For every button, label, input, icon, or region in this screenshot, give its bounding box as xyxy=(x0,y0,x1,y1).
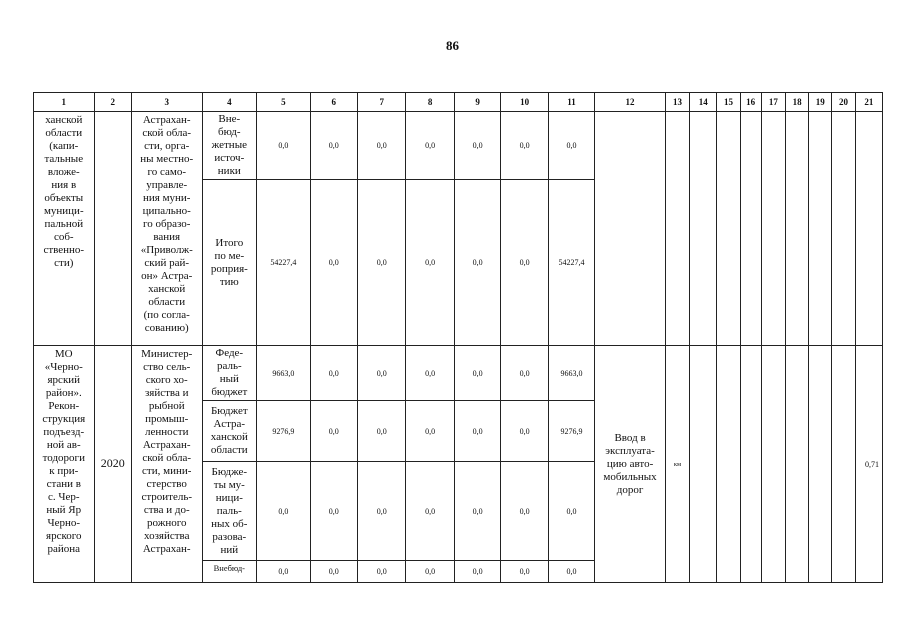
column-header: 5 xyxy=(257,93,311,112)
value-cell: 0,0 xyxy=(310,462,357,561)
column-header: 21 xyxy=(855,93,882,112)
column-header: 1 xyxy=(34,93,95,112)
value-cell: 0,0 xyxy=(501,462,548,561)
value-cell: 0,0 xyxy=(406,180,454,346)
target-cell xyxy=(690,346,717,583)
value-cell: 0,0 xyxy=(548,561,594,583)
unit-cell xyxy=(665,112,689,346)
value-cell: 0,0 xyxy=(454,180,500,346)
target-cell xyxy=(761,346,785,583)
value-cell: 0,0 xyxy=(406,346,454,401)
target-cell xyxy=(785,346,808,583)
column-header: 10 xyxy=(501,93,548,112)
value-cell: 0,0 xyxy=(358,112,406,180)
column-header: 20 xyxy=(832,93,855,112)
value-cell: 0,0 xyxy=(501,346,548,401)
target-cell xyxy=(740,346,761,583)
column-header: 19 xyxy=(809,93,832,112)
table-row xyxy=(34,346,883,401)
executor-cell: Министер- ство сель- ского хо- зяйства и рыбной промыш- ленности Астрахан- ской обла- сти, мини- стерство строитель- ства и до- рожного хозяйства Астрахан- xyxy=(131,346,202,583)
value-cell: 0,0 xyxy=(358,401,406,462)
target-cell xyxy=(740,112,761,346)
indicator-cell xyxy=(595,112,666,346)
value-cell: 0,0 xyxy=(501,401,548,462)
table-row xyxy=(34,112,883,180)
year-cell: 2020 xyxy=(94,346,131,583)
value-cell: 0,0 xyxy=(454,401,500,462)
funding-source-cell: Вне- бюд- жетные источ- ники xyxy=(202,112,257,180)
value-cell: 0,0 xyxy=(310,346,357,401)
value-cell: 0,0 xyxy=(257,112,311,180)
measure-name-cell: ханской области (капи- тальные вложе- ния в объекты муници- пальной соб- ственно- сти) xyxy=(34,112,95,346)
target-value-cell: 0,71 xyxy=(855,346,882,583)
year-cell xyxy=(94,112,131,346)
column-header: 12 xyxy=(595,93,666,112)
value-cell: 54227,4 xyxy=(548,180,594,346)
target-cell xyxy=(809,346,832,583)
value-cell: 0,0 xyxy=(501,112,548,180)
value-cell: 0,0 xyxy=(257,561,311,583)
measure-name-cell: МО «Черно- ярский район». Рекон- струкция подъезд- ной ав- тодороги к при- стани в с. Чер- ный Яр Черно- ярского района xyxy=(34,346,95,583)
target-cell xyxy=(832,112,855,346)
indicator-cell: Ввод в эксплуата- цию авто- мобильных дорог xyxy=(595,346,666,583)
funding-source-cell: Феде- раль- ный бюджет xyxy=(202,346,257,401)
value-cell: 0,0 xyxy=(454,561,500,583)
target-cell xyxy=(785,112,808,346)
target-cell xyxy=(690,112,717,346)
value-cell: 0,0 xyxy=(548,112,594,180)
unit-cell: км xyxy=(665,346,689,583)
value-cell: 0,0 xyxy=(454,346,500,401)
column-header: 6 xyxy=(310,93,357,112)
column-header: 3 xyxy=(131,93,202,112)
funding-source-cell: Бюдже- ты му- ници- паль- ных об- разова- ний xyxy=(202,462,257,561)
value-cell: 0,0 xyxy=(358,462,406,561)
value-cell: 0,0 xyxy=(406,112,454,180)
value-cell: 0,0 xyxy=(358,346,406,401)
target-cell xyxy=(855,112,882,346)
column-header: 8 xyxy=(406,93,454,112)
funding-source-cell: Бюджет Астра- ханской области xyxy=(202,401,257,462)
target-cell xyxy=(717,346,740,583)
value-cell: 0,0 xyxy=(406,401,454,462)
funding-source-cell: Итого по ме- роприя- тию xyxy=(202,180,257,346)
target-cell xyxy=(717,112,740,346)
header-row xyxy=(34,93,883,112)
executor-cell: Астрахан- ской обла- сти, орга- ны местно- го само- управле- ния муни- ципально- го образо- вания «Приволж- ский рай- он» Астра- ханской области (по согла- сованию) xyxy=(131,112,202,346)
column-header: 11 xyxy=(548,93,594,112)
page-number: 86 xyxy=(446,38,459,53)
column-header: 16 xyxy=(740,93,761,112)
value-cell: 9663,0 xyxy=(257,346,311,401)
value-cell: 0,0 xyxy=(358,180,406,346)
column-header: 17 xyxy=(761,93,785,112)
value-cell: 0,0 xyxy=(406,561,454,583)
value-cell: 0,0 xyxy=(501,180,548,346)
value-cell: 0,0 xyxy=(501,561,548,583)
target-cell xyxy=(809,112,832,346)
column-header: 13 xyxy=(665,93,689,112)
target-cell xyxy=(832,346,855,583)
value-cell: 0,0 xyxy=(310,180,357,346)
program-table xyxy=(33,92,883,583)
value-cell: 0,0 xyxy=(454,112,500,180)
value-cell: 0,0 xyxy=(310,401,357,462)
column-header: 14 xyxy=(690,93,717,112)
value-cell: 0,0 xyxy=(358,561,406,583)
column-header: 18 xyxy=(785,93,808,112)
value-cell: 9663,0 xyxy=(548,346,594,401)
column-header: 7 xyxy=(358,93,406,112)
value-cell: 9276,9 xyxy=(257,401,311,462)
value-cell: 54227,4 xyxy=(257,180,311,346)
value-cell: 0,0 xyxy=(257,462,311,561)
value-cell: 9276,9 xyxy=(548,401,594,462)
value-cell: 0,0 xyxy=(310,561,357,583)
funding-source-cell: Внебюд- xyxy=(202,561,257,583)
value-cell: 0,0 xyxy=(548,462,594,561)
value-cell: 0,0 xyxy=(454,462,500,561)
target-cell xyxy=(761,112,785,346)
value-cell: 0,0 xyxy=(406,462,454,561)
column-header: 4 xyxy=(202,93,257,112)
value-cell: 0,0 xyxy=(310,112,357,180)
column-header: 2 xyxy=(94,93,131,112)
column-header: 15 xyxy=(717,93,740,112)
column-header: 9 xyxy=(454,93,500,112)
